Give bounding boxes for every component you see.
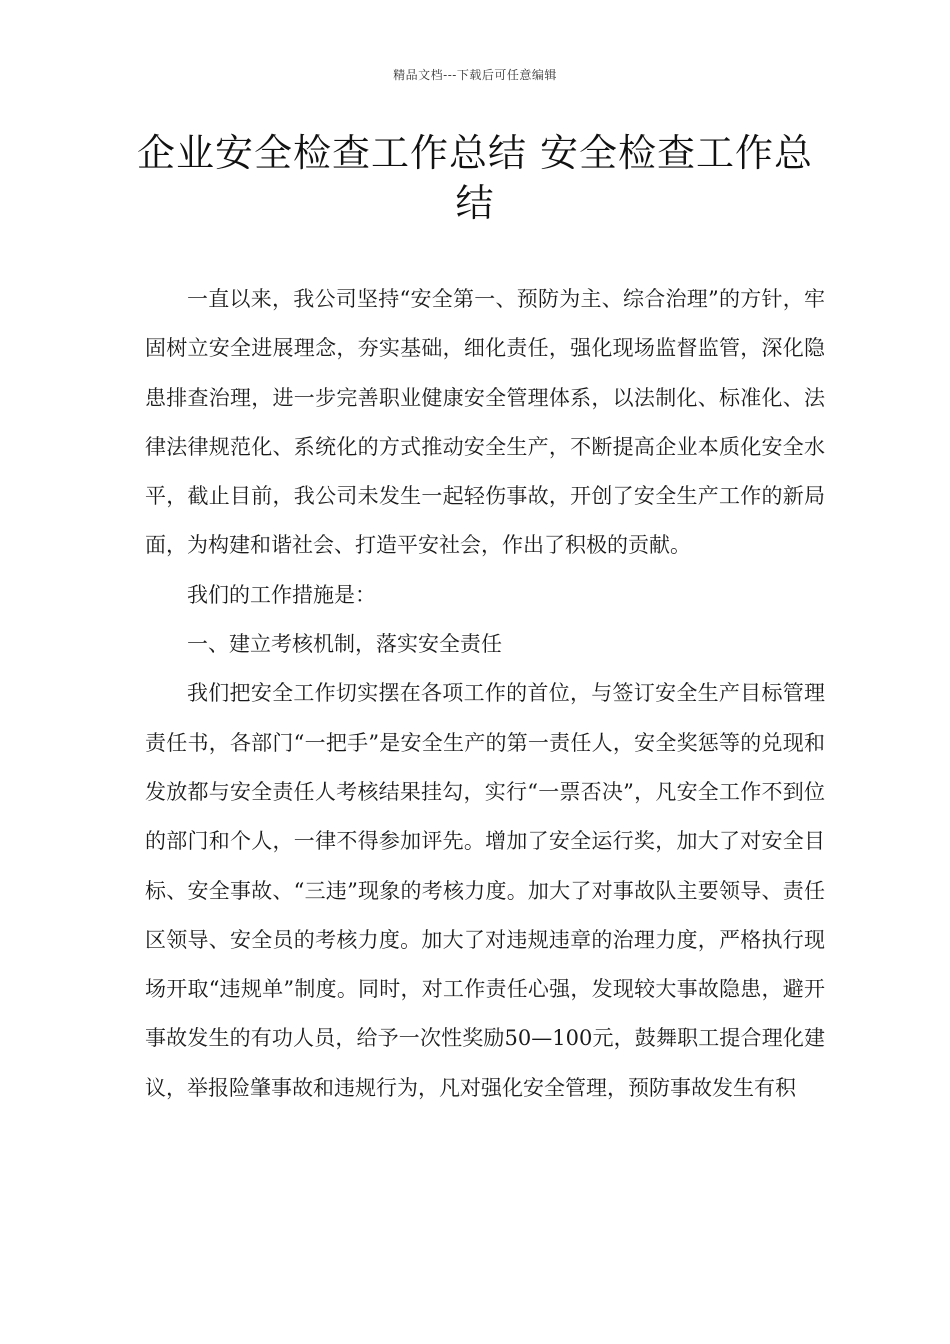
document-title: 企业安全检查工作总结 安全检查工作总结 — [136, 131, 814, 225]
paragraph-section-1-body: 我们把安全工作切实摆在各项工作的首位，与签订安全生产目标管理责任书，各部门“一把手”是安全生产的第一责任人，安全奖惩等的兑现和发放都与安全责任人考核结果挂勾，实行“一票否决”，凡安全工作不到位的部门和个人，一律不得参加评先。增加了安全运行奖，加大了对安全目标、安全事故、“三违”现象的考核力度。加大了对事故队主要领导、责任区领导、安全员的考核力度。加大了对违规违章的治理力度，严格执行现场开取“违规单”制度。同时，对工作责任心强，发现较大事故隐患，避开事故发生的有功人员，给予一次性奖励50—100元，鼓舞职工提合理化建议，举报险肇事故和违规行为，凡对强化安全管理，预防事故发生有积 — [145, 681, 825, 1100]
document-body — [145, 275, 825, 1113]
page-header-watermark: 精品文档---下载后可任意编辑 — [393, 68, 557, 82]
paragraph-intro: 一直以来，我公司坚持“安全第一、预防为主、综合治理”的方针，牢固树立安全进展理念，夯实基础，细化责任，强化现场监督监管，深化隐患排查治理，进一步完善职业健康安全管理体系，以法制化、标准化、法律法律规范化、系统化的方式推动安全生产，不断提高企业本质化安全水平，截止目前，我公司未发生一起轻伤事故，开创了安全生产工作的新局面，为构建和谐社会、打造平安社会，作出了积极的贡献。 — [145, 287, 825, 558]
paragraph-measures-heading: 我们的工作措施是： — [187, 582, 376, 607]
section-heading-1: 一、建立考核机制，落实安全责任 — [187, 632, 502, 657]
